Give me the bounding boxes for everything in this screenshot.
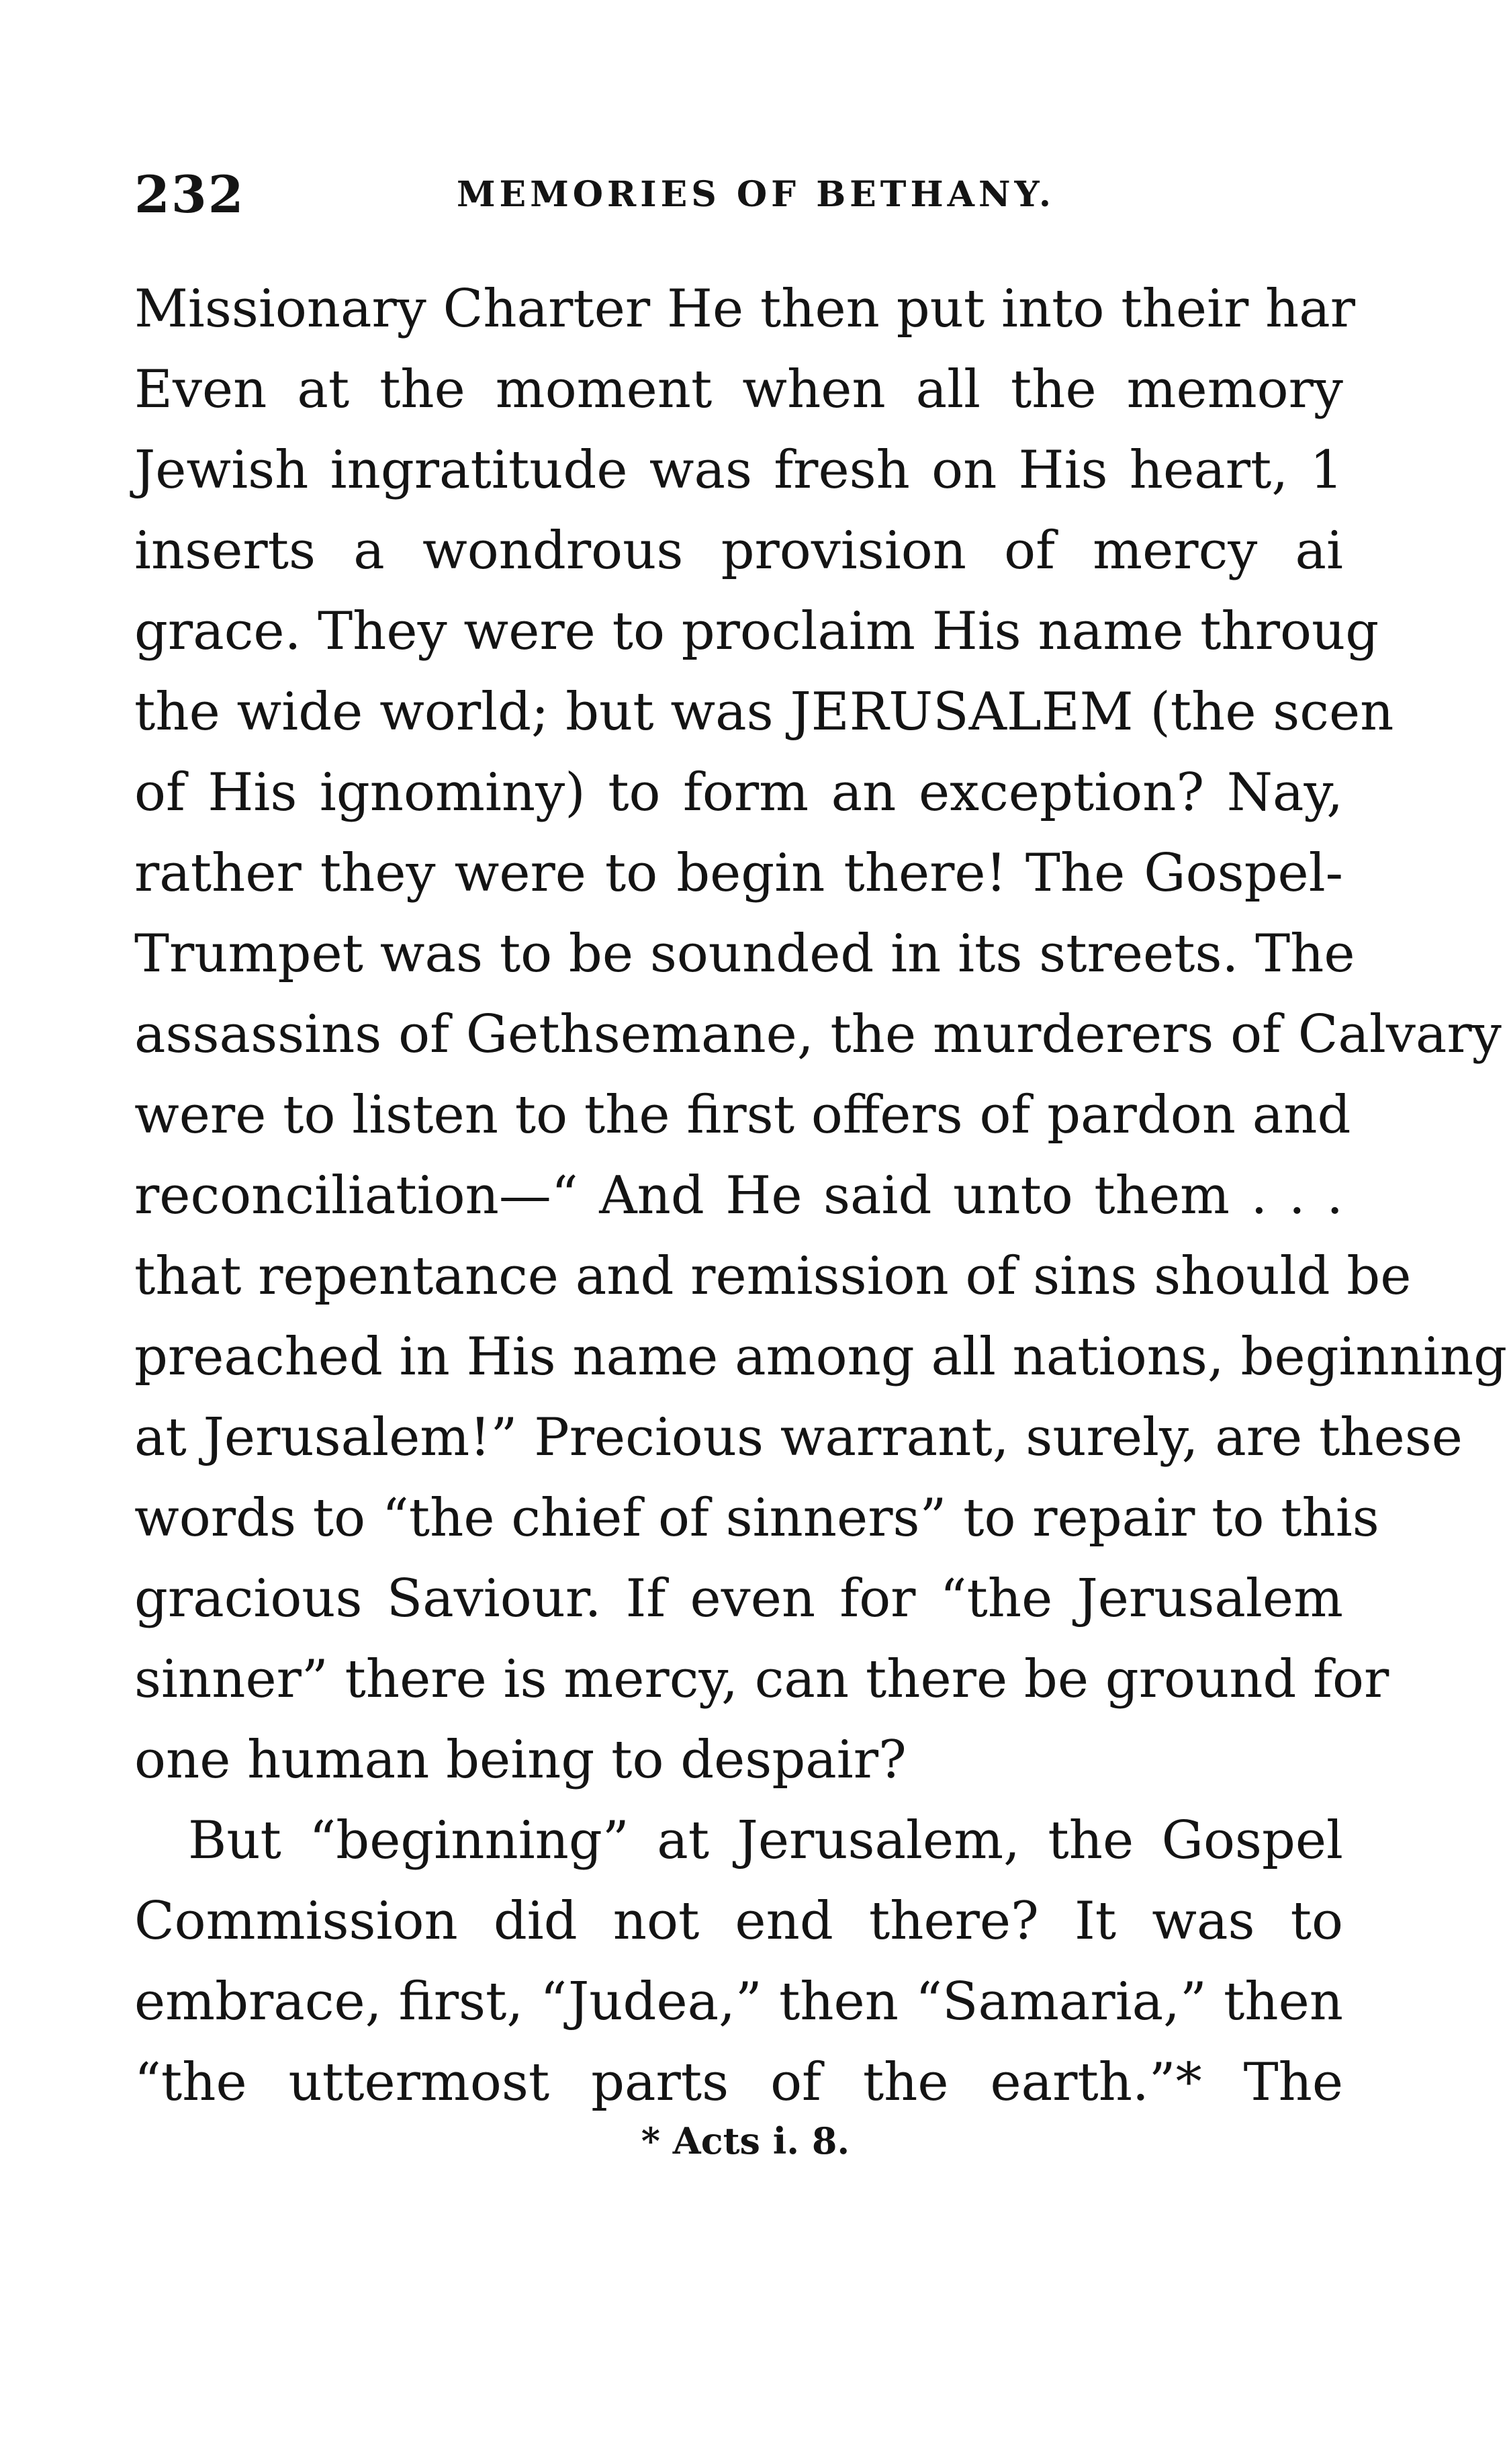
text-line: of His ignominy) to form an exception? Nay,: [134, 762, 1343, 823]
text-line: rather they were to begin there! The Gospel-: [134, 843, 1343, 904]
text-line: assassins of Gethsemane, the murderers of Calvary: [134, 1004, 1502, 1065]
text-line: “the uttermost parts of the earth.”* The: [134, 2052, 1343, 2113]
text-line: But “beginning” at Jerusalem, the Gospel: [188, 1810, 1343, 1871]
text-line: Jewish ingratitude was fresh on His heart, 1: [134, 440, 1343, 500]
text-line: at Jerusalem!” Precious warrant, surely, are these: [134, 1407, 1463, 1468]
text-line: Commission did not end there? It was to: [134, 1891, 1343, 1951]
text-line: Even at the moment when all the memory: [134, 359, 1343, 420]
text-line: sinner” there is mercy, can there be ground for: [134, 1649, 1389, 1710]
running-title: MEMORIES OF BETHANY.: [457, 174, 1056, 215]
text-line: Missionary Charter He then put into their har: [134, 279, 1356, 339]
text-line: gracious Saviour. If even for “the Jerusalem: [134, 1569, 1343, 1629]
text-line: that repentance and remission of sins should be: [134, 1246, 1412, 1307]
text-line: embrace, first, “Judea,” then “Samaria,” then: [134, 1972, 1343, 2032]
text-line: grace. They were to proclaim His name throug: [134, 601, 1379, 662]
text-line: were to listen to the first offers of pardon and: [134, 1085, 1351, 1145]
text-line: words to “the chief of sinners” to repair to this: [134, 1488, 1379, 1548]
text-line: inserts a wondrous provision of mercy ai: [134, 521, 1343, 581]
footnote: * Acts i. 8.: [641, 2119, 850, 2162]
text-line: the wide world; but was JERUSALEM (the scen: [134, 682, 1394, 742]
text-line: preached in His name among all nations, beginning: [134, 1327, 1507, 1387]
text-line: Trumpet was to be sounded in its streets. The: [134, 924, 1355, 984]
text-line: reconciliation—“ And He said unto them . . .: [134, 1165, 1343, 1226]
text-line: one human being to despair?: [134, 1730, 907, 1790]
page-number: 232: [134, 165, 245, 224]
page-header: [134, 165, 1343, 225]
body-text: [134, 269, 1507, 2123]
